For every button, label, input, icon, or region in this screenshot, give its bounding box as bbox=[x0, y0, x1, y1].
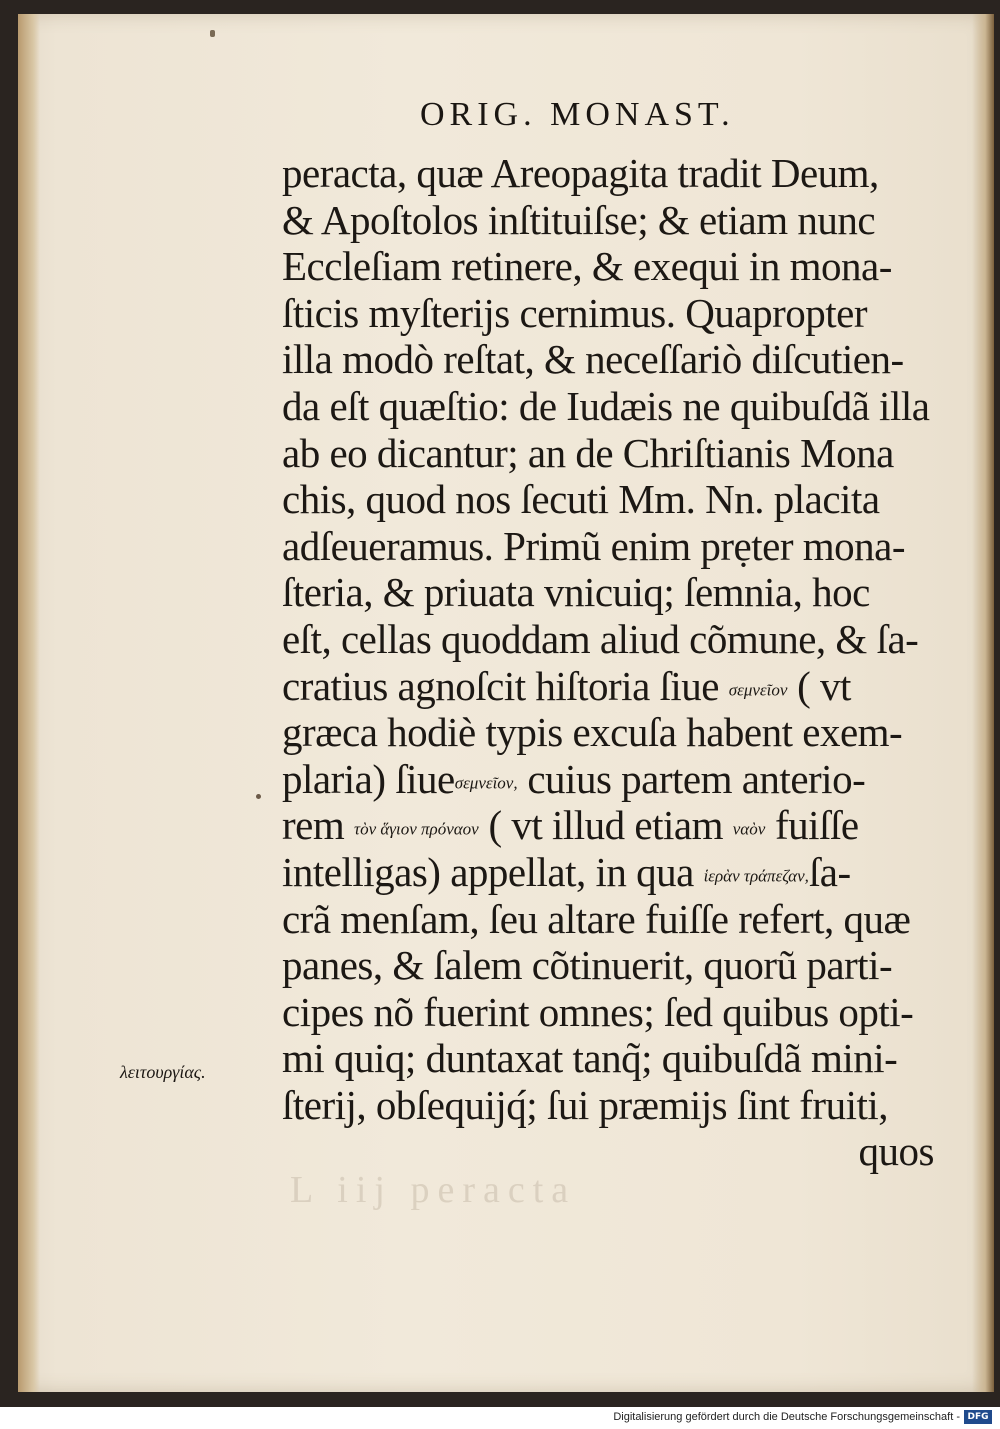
greek-word: ναὸν bbox=[732, 819, 766, 839]
text-line-11: eſt, cellas quoddam aliud cõmune, & ſa- bbox=[282, 615, 919, 662]
text-line-16 bbox=[282, 849, 962, 896]
line-text: cratius agnoſcit hiſtoria ſiue bbox=[282, 662, 720, 709]
text-line-4: ſticis myſterijs cernimus. Quapropter bbox=[282, 289, 867, 336]
text-line-12 bbox=[282, 663, 962, 710]
margin-note: λειτουργίας. bbox=[120, 1062, 206, 1082]
text-line-19: cipes nõ fuerint omnes; ſed quibus opti- bbox=[282, 988, 914, 1035]
ink-speck bbox=[210, 30, 215, 37]
greek-word: σεμνεῖον, bbox=[454, 773, 518, 793]
text-line-13: græca hodiè typis excuſa habent exem- bbox=[282, 709, 903, 756]
text-line-5: illa modò reſtat, & neceſſariò diſcutien- bbox=[282, 336, 904, 383]
line-text: fuiſſe bbox=[775, 802, 859, 849]
show-through-text: L iij peracta bbox=[290, 1169, 577, 1211]
page-right-edge bbox=[972, 14, 994, 1392]
text-line-10: ſteria, & priuata vnicuiq; ſemnia, hoc bbox=[282, 569, 870, 616]
text-line-20: mi quiq; duntaxat tanq̃; quibuſdã mini- bbox=[282, 1035, 898, 1082]
text-line-7: ab eo dicantur; an de Chriſtianis Mona bbox=[282, 429, 894, 476]
text-line-14 bbox=[282, 756, 962, 803]
greek-word: τὸν ἅγιον πρόναον bbox=[354, 819, 479, 839]
text-line-9: adſeueramus. Primũ enim prẹter mona- bbox=[282, 522, 905, 569]
line-text: intelligas) appellat, in qua bbox=[282, 848, 694, 895]
text-line-8: chis, quod nos ſecuti Mm. Nn. placita bbox=[282, 476, 880, 523]
text-line-15 bbox=[282, 802, 962, 849]
line-text: ſa- bbox=[808, 848, 851, 895]
margin-mark bbox=[256, 794, 261, 799]
catchword: quos bbox=[858, 1128, 934, 1175]
text-line-3: Eccleſiam retinere, & exequi in mona- bbox=[282, 243, 892, 290]
line-text: cuius partem anterio- bbox=[527, 755, 866, 802]
text-line-6: da eſt quæſtio: de Iudæis ne quibuſdã illa bbox=[282, 382, 930, 429]
line-text: ( vt bbox=[797, 662, 851, 709]
greek-word: σεμνεῖον bbox=[728, 679, 788, 699]
text-line-17: crã menſam, ſeu altare fuiſſe refert, quæ bbox=[282, 895, 911, 942]
dfg-logo-icon: DFG bbox=[964, 1410, 992, 1424]
text-line-18: panes, & ſalem cõtinuerit, quorũ parti- bbox=[282, 942, 893, 989]
page-spine-edge bbox=[18, 14, 40, 1392]
line-text: rem bbox=[282, 802, 345, 849]
text-line-2: & Apoſtolos inſtituiſse; & etiam nunc bbox=[282, 196, 876, 243]
line-text: ( vt illud etiam bbox=[488, 802, 724, 849]
line-text: plaria) ſiue bbox=[282, 755, 455, 802]
running-head: ORIG. MONAST. bbox=[420, 96, 735, 133]
footer-bar bbox=[0, 1407, 1000, 1429]
text-line-1: peracta, quæ Areopagita tradit Deum, bbox=[282, 150, 879, 196]
body-text bbox=[282, 150, 962, 1175]
text-line-21: ſterij, obſequijq́; ſui præmijs ſint fruiti, bbox=[282, 1081, 888, 1128]
greek-word: ἱερὰν τράπεζαν, bbox=[703, 866, 809, 886]
funding-notice: Digitalisierung gefördert durch die Deutsche Forschungsgemeinschaft - bbox=[613, 1411, 960, 1423]
